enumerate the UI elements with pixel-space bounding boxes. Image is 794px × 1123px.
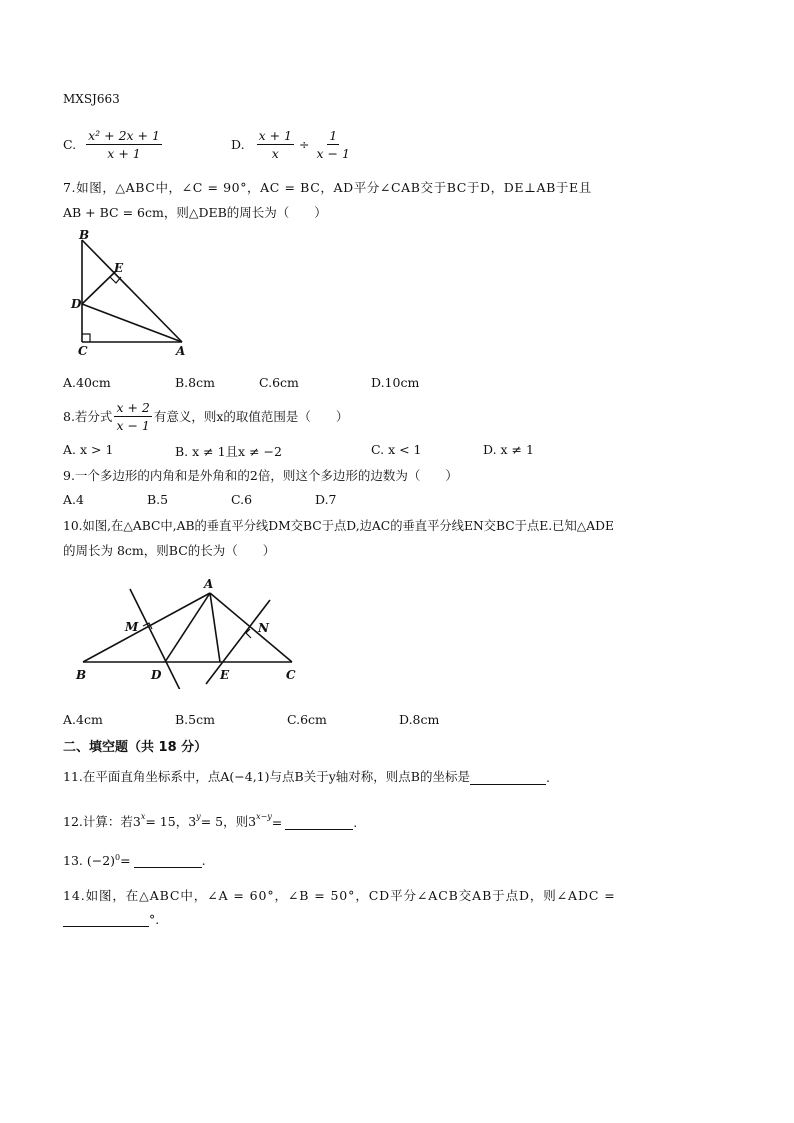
q10-label-d: D: [151, 668, 162, 682]
q7-option-d: D.10cm: [371, 375, 420, 390]
q9-option-c: C.6: [231, 492, 253, 507]
q13-stem: [63, 853, 206, 868]
q6-option-d-fraction-2: [314, 128, 351, 161]
q14-end: °.: [149, 912, 160, 927]
q12-text-d: =: [271, 815, 283, 830]
q7-label-a: A: [176, 344, 186, 358]
q6-option-d: [231, 122, 354, 166]
q8-option-b: B. x ≠ 1且x ≠ −2: [175, 444, 282, 459]
q10-label-n: N: [258, 621, 269, 635]
q10-stem-line-2: 的周长为 8cm，则BC的长为（ ）: [63, 543, 276, 558]
q7-segment-de: [82, 271, 116, 304]
q13-text: 13. (−2): [63, 853, 116, 868]
q9-option-b: B.5: [147, 492, 169, 507]
q8-numerator: x + 2: [116, 399, 150, 415]
q10-option-a: A.4cm: [63, 712, 103, 727]
q6-option-c-fraction: [86, 128, 162, 161]
q11-answer-blank[interactable]: [470, 770, 546, 785]
q10-stem-line-1: 10.如图,在△ABC中,AB的垂直平分线DM交BC于点D,边AC的垂直平分线EN交BC于点E.已知△ADE: [63, 519, 614, 533]
q6-option-d-label: D.: [231, 136, 245, 152]
q12-exp-x: x: [140, 812, 146, 821]
q10-option-d: D.8cm: [399, 712, 440, 727]
q10-option-c: C.6cm: [287, 712, 327, 727]
q13-exp-zero: 0: [115, 853, 121, 862]
q14-stem-line-1: 14.如图，在△ABC中，∠A = 60°，∠B = 50°，CD平分∠ACB交AB于点D，则∠ADC =: [63, 888, 616, 903]
section-2-title: 二、填空题（共 18 分）: [63, 740, 208, 755]
q8-option-c: C. x < 1: [371, 442, 422, 457]
q8-fraction: [114, 400, 151, 433]
q10-segment-ad: [165, 593, 210, 662]
q12-end: .: [353, 815, 358, 830]
q7-stem-line-2: AB + BC = 6cm，则△DEB的周长为（ ）: [63, 205, 327, 220]
q8-suffix: 有意义，则x的取值范围是（ ）: [153, 409, 349, 424]
q11-text: 11.在平面直角坐标系中，点A(−4,1)与点B关于y轴对称，则点B的坐标是: [63, 769, 470, 784]
q7-label-d: D: [71, 297, 82, 311]
q11-stem: [63, 767, 550, 785]
q7-label-e: E: [114, 261, 124, 275]
q6-option-d-numerator-1: x + 1: [258, 127, 292, 143]
q12-answer-blank[interactable]: [285, 815, 353, 830]
q7-option-a: A.40cm: [63, 375, 111, 390]
q14-answer-blank[interactable]: [63, 912, 149, 927]
q7-option-c: C.6cm: [259, 375, 299, 390]
q12-text-a: 12.计算：若3: [63, 814, 141, 829]
q10-label-a: A: [204, 577, 214, 591]
q8-prefix: 8.若分式: [63, 409, 113, 424]
q12-exp-x-minus-y: x−y: [256, 812, 272, 821]
q6-option-c-denominator: x + 1: [107, 145, 141, 161]
q12-stem: [63, 812, 357, 830]
q10-triangle-figure: [70, 574, 310, 689]
q7-triangle-figure: [70, 228, 195, 360]
q7-side-ab: [82, 240, 182, 342]
q13-answer-blank[interactable]: [134, 853, 202, 868]
q10-side-ab: [83, 593, 210, 662]
q9-stem: 9.一个多边形的内角和是外角和的2倍，则这个多边形的边数为（ ）: [63, 468, 458, 483]
q12-text-b: = 15，3: [145, 814, 197, 829]
q9-option-a: A.4: [63, 492, 84, 507]
q12-text-c: = 5，则3: [200, 814, 257, 829]
q14-stem-line-2: [63, 912, 159, 927]
q8-option-d: D. x ≠ 1: [483, 442, 534, 457]
q7-segment-ad: [82, 304, 182, 342]
q10-side-ac: [210, 593, 292, 662]
q8-stem: [63, 396, 348, 436]
q13-end: .: [201, 853, 206, 868]
q12-exp-y: y: [196, 812, 201, 821]
q6-option-c-numerator: x² + 2x + 1: [88, 127, 160, 143]
q6-option-d-operator: ÷: [299, 136, 310, 152]
q10-option-b: B.5cm: [175, 712, 215, 727]
q7-label-b: B: [79, 228, 90, 242]
q10-label-m: M: [125, 620, 139, 634]
q10-bisector-en: [206, 600, 270, 684]
q6-option-d-numerator-2: 1: [329, 127, 338, 143]
q6-option-d-denominator-2: x − 1: [316, 145, 350, 161]
q10-label-b: B: [76, 668, 87, 682]
q6-option-d-denominator-1: x: [271, 145, 279, 161]
document-code: MXSJ663: [63, 92, 120, 106]
q6-option-d-fraction-1: [257, 128, 294, 161]
q6-option-c-label: C.: [63, 136, 77, 152]
q13-text-b: =: [120, 853, 131, 868]
q9-option-d: D.7: [315, 492, 337, 507]
q7-option-b: B.8cm: [175, 375, 215, 390]
q8-option-a: A. x > 1: [63, 442, 114, 457]
q11-end: .: [545, 770, 550, 785]
q10-label-e: E: [220, 668, 230, 682]
q7-label-c: C: [78, 344, 88, 358]
q7-stem-line-1: 7.如图，△ABC中，∠C = 90°，AC = BC，AD平分∠CAB交于BC于D，DE⊥AB于E且: [63, 180, 592, 195]
q10-segment-ae: [210, 593, 220, 662]
q10-label-c: C: [286, 668, 296, 682]
q8-denominator: x − 1: [116, 417, 150, 433]
q7-right-angle-c: [82, 334, 90, 342]
q6-option-c: [63, 122, 164, 166]
